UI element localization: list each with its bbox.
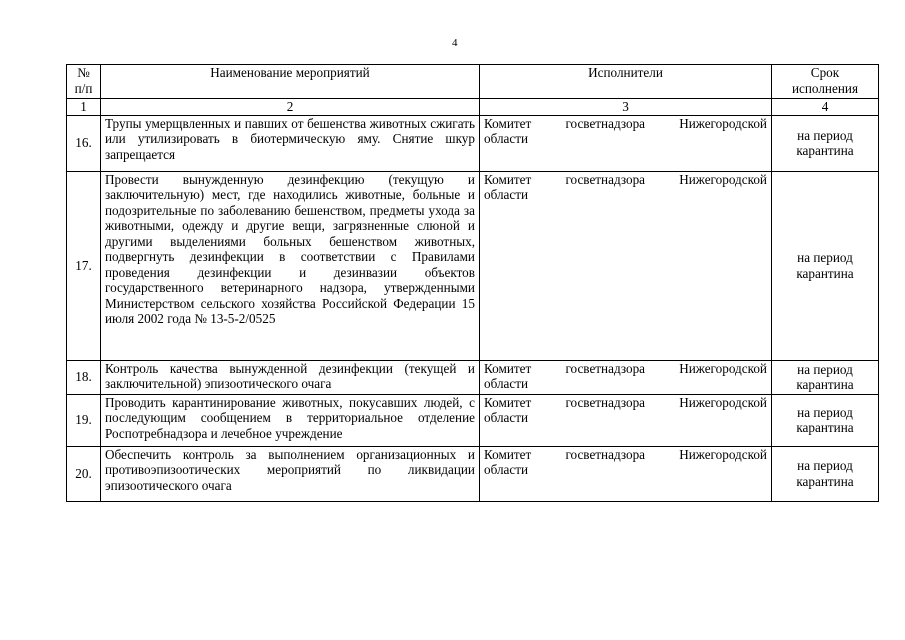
executor-word: Нижегородской xyxy=(679,115,767,131)
column-index-row xyxy=(67,99,879,116)
table-row xyxy=(67,171,879,360)
measure-name: Проводить карантинирование животных, покусавших людей, с последующим сообщением в территориальное отделение Роспотребнадзора и лечебное учреждение xyxy=(101,394,480,446)
table-row xyxy=(67,394,879,446)
column-index-cell: 4 xyxy=(772,99,879,116)
executor-word: госветнадзора xyxy=(565,115,646,131)
measure-name: Трупы умерщвленных и павших от бешенства животных сжигать или утилизировать в биотермическую яму. Снятие шкур запрещается xyxy=(101,115,480,171)
executor-word: Комитет xyxy=(484,394,532,410)
term-cell: на период карантина xyxy=(772,394,879,446)
table-header-row xyxy=(67,65,879,99)
executor-word: Нижегородской xyxy=(679,171,767,187)
table-row xyxy=(67,446,879,501)
header-name: Наименование мероприятий xyxy=(101,65,480,99)
measure-name: Обеспечить контроль за выполнением организационных и противоэпизоотических мероприятий по ликвидации эпизоотического очага xyxy=(101,446,480,501)
executor-word: Нижегородской xyxy=(679,360,767,376)
executor-word: госветнадзора xyxy=(565,446,646,462)
executor-cell xyxy=(480,446,772,501)
executor-word: Нижегородской xyxy=(679,394,767,410)
executor-tail: области xyxy=(484,376,529,391)
row-number: 17. xyxy=(67,171,101,360)
executor-word: Комитет xyxy=(484,115,532,131)
row-number: 18. xyxy=(67,360,101,394)
measure-name: Контроль качества вынужденной дезинфекции (текущей и заключительной) эпизоотического очага xyxy=(101,360,480,394)
executor-word: Комитет xyxy=(484,360,532,376)
term-cell: на период карантина xyxy=(772,171,879,360)
executor-word: Комитет xyxy=(484,171,532,187)
executor-word: госветнадзора xyxy=(565,171,646,187)
term-cell: на период карантина xyxy=(772,115,879,171)
table-row xyxy=(67,115,879,171)
executor-word: Комитет xyxy=(484,446,532,462)
term-cell: на период карантина xyxy=(772,446,879,501)
page-number: 4 xyxy=(452,37,458,49)
executor-cell xyxy=(480,360,772,394)
header-term: Срок исполнения xyxy=(772,65,879,99)
measures-table xyxy=(66,64,879,502)
header-num: № п/п xyxy=(67,65,101,99)
row-number: 19. xyxy=(67,394,101,446)
header-executors: Исполнители xyxy=(480,65,772,99)
row-number: 20. xyxy=(67,446,101,501)
executor-cell xyxy=(480,171,772,360)
row-number: 16. xyxy=(67,115,101,171)
term-cell: на период карантина xyxy=(772,360,879,394)
executor-tail: области xyxy=(484,462,529,477)
column-index-cell: 1 xyxy=(67,99,101,116)
executor-tail: области xyxy=(484,131,529,146)
executor-cell xyxy=(480,394,772,446)
table-row xyxy=(67,360,879,394)
executor-tail: области xyxy=(484,187,529,202)
measure-name: Провести вынужденную дезинфекцию (текущую и заключительную) мест, где находились животные, больные и подозрительные по заболеванию бешенством, предметы ухода за животными, одежду и другие вещи, загрязненные слюной и другими выделениями больных бешенством животных, подвергнуть дезинфекции в соответствии с Правилами проведения дезинфекции и дезинвазии объектов государственного ветеринарного надзора, утвержденными Министерством сельского хозяйства Российской Федерации 15 июля 2002 года № 13-5-2/0525 xyxy=(101,171,480,360)
executor-tail: области xyxy=(484,410,529,425)
executor-word: госветнадзора xyxy=(565,360,646,376)
executor-word: Нижегородской xyxy=(679,446,767,462)
executor-cell xyxy=(480,115,772,171)
column-index-cell: 2 xyxy=(101,99,480,116)
column-index-cell: 3 xyxy=(480,99,772,116)
executor-word: госветнадзора xyxy=(565,394,646,410)
